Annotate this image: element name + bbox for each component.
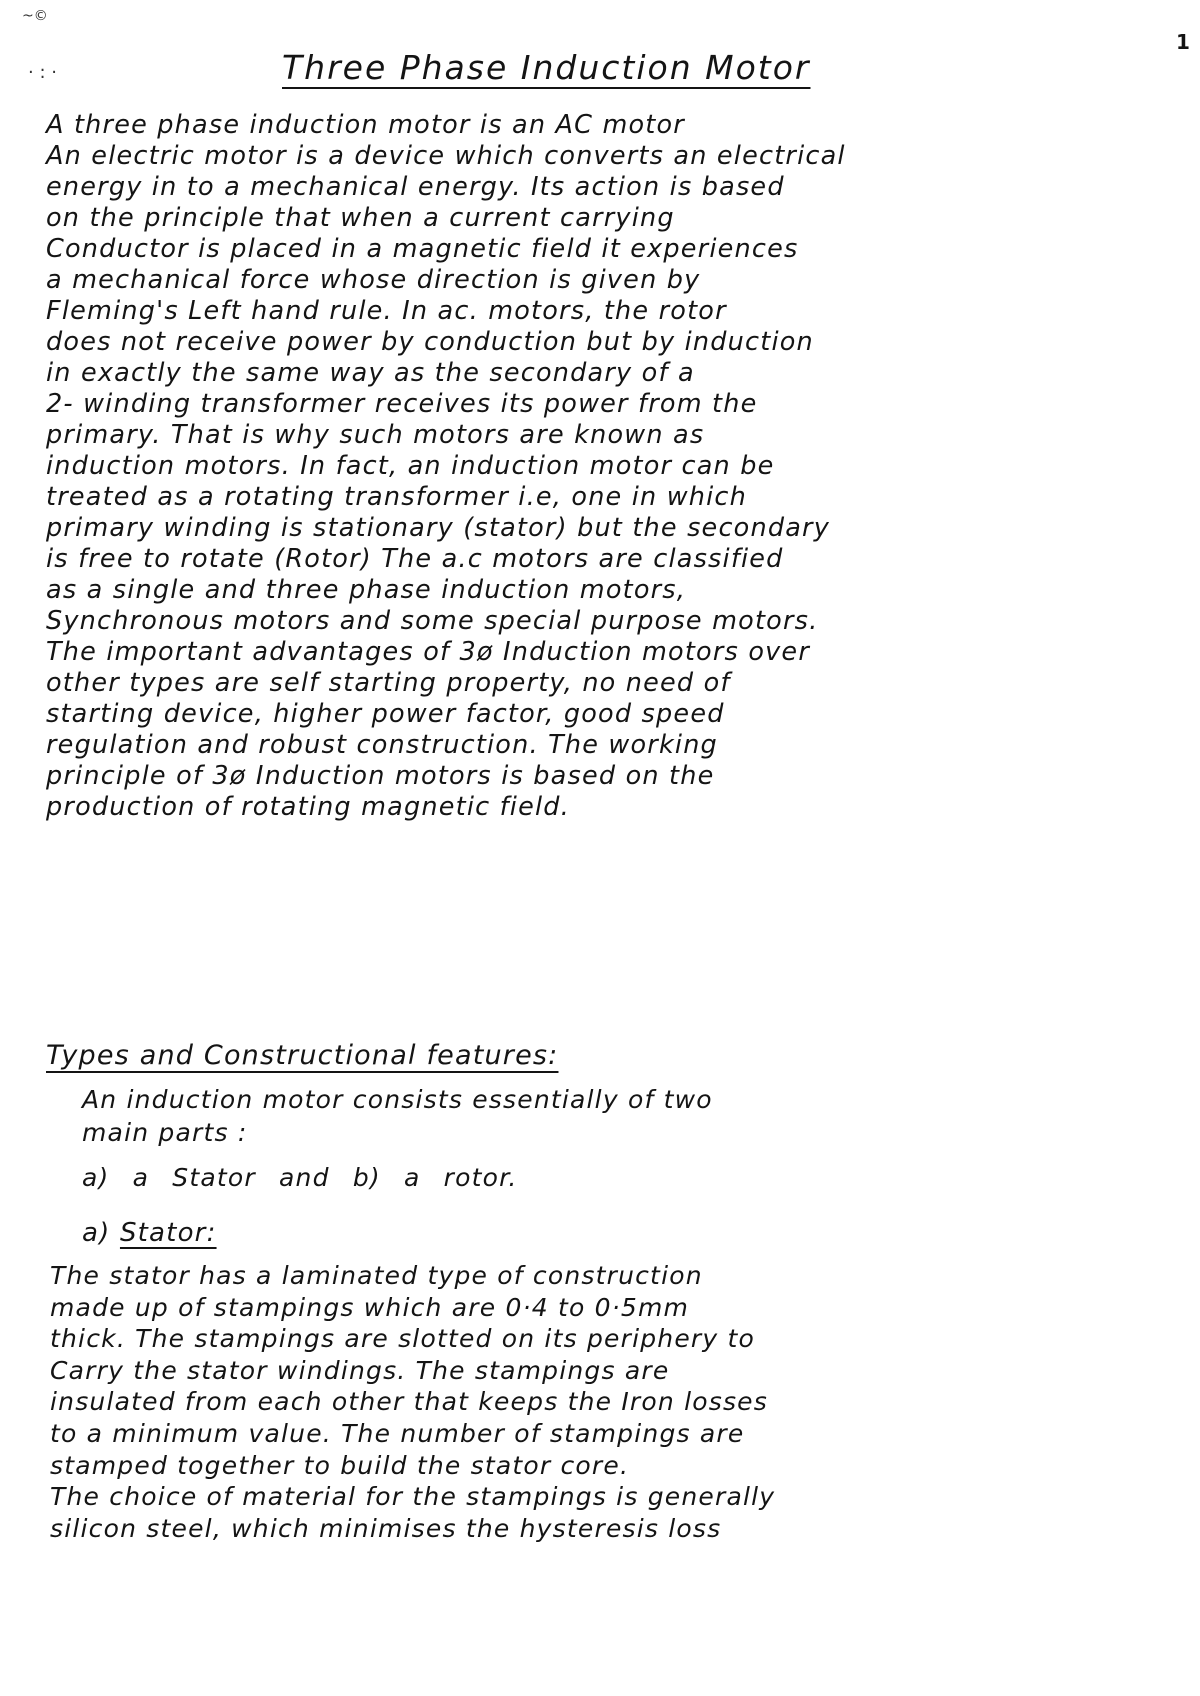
part-b-text: a rotor. [404, 1163, 518, 1192]
text-line: is free to rotate (Rotor) The a.c motors are classified [46, 544, 784, 574]
stator-label: a) [82, 1218, 111, 1248]
text-line: energy in to a mechanical energy. Its action is based [46, 172, 785, 202]
page-title: Three Phase Induction Motor [282, 48, 811, 87]
stator-paragraph [50, 1260, 775, 1544]
text-line: Carry the stator windings. The stampings are [50, 1355, 670, 1385]
text-line: thick. The stampings are slotted on its periphery to [50, 1324, 756, 1354]
text-line: insulated from each other that keeps the Iron losses [50, 1387, 768, 1417]
parts-list [82, 1163, 517, 1192]
parts-joiner: and [279, 1163, 330, 1192]
text-line: Fleming's Left hand rule. In ac. motors, the rotor [46, 296, 727, 326]
text-line: on the principle that when a current carrying [46, 203, 675, 233]
section-heading-stator [82, 1218, 217, 1248]
text-line: primary. That is why such motors are known as [46, 420, 705, 450]
text-line: induction motors. In fact, an induction motor can be [46, 451, 775, 481]
text-line: An induction motor consists essentially of two [82, 1085, 713, 1114]
text-line: silicon steel, which minimises the hysteresis loss [50, 1513, 722, 1543]
text-line: as a single and three phase induction motors, [46, 575, 687, 605]
page-number: 1 [1176, 30, 1192, 54]
text-line: treated as a rotating transformer i.e, one in which [46, 482, 747, 512]
text-line: The choice of material for the stampings is generally [50, 1482, 776, 1512]
intro-paragraph [46, 110, 846, 823]
stray-marks: · : · [28, 62, 57, 83]
text-line: made up of stampings which are 0·4 to 0·5mm [50, 1292, 690, 1322]
text-line: Synchronous motors and some special purpose motors. [46, 606, 819, 636]
text-line: Conductor is placed in a magnetic field it experiences [46, 234, 799, 264]
part-a-label: a) [82, 1163, 110, 1192]
text-line: The stator has a laminated type of construction [50, 1261, 703, 1290]
text-line: primary winding is stationary (stator) but the secondary [46, 513, 831, 543]
text-line: in exactly the same way as the secondary of a [46, 358, 695, 388]
text-line: regulation and robust construction. The working [46, 730, 718, 760]
part-b-label: b) [352, 1163, 381, 1192]
text-line: principle of 3ø Induction motors is based on the [46, 761, 715, 791]
section-heading-types: Types and Constructional features: [46, 1040, 559, 1071]
corner-mark: ~© [22, 8, 48, 24]
text-line: An electric motor is a device which converts an electrical [46, 141, 846, 171]
part-a-text: a Stator [132, 1163, 256, 1192]
text-line: main parts : [82, 1118, 248, 1147]
text-line: A three phase induction motor is an AC motor [46, 110, 685, 140]
text-line: other types are self starting property, no need of [46, 668, 731, 698]
text-line: 2- winding transformer receives its power from the [46, 389, 758, 419]
text-line: does not receive power by conduction but by induction [46, 327, 814, 357]
types-paragraph [82, 1083, 713, 1149]
text-line: to a minimum value. The number of stampings are [50, 1418, 745, 1448]
text-line: a mechanical force whose direction is given by [46, 265, 701, 295]
text-line: The important advantages of 3ø Induction motors over [46, 637, 810, 667]
stator-heading-text: Stator: [119, 1218, 217, 1248]
text-line: production of rotating magnetic field. [46, 792, 570, 822]
text-line: stamped together to build the stator core. [50, 1450, 630, 1480]
text-line: starting device, higher power factor, good speed [46, 699, 725, 729]
